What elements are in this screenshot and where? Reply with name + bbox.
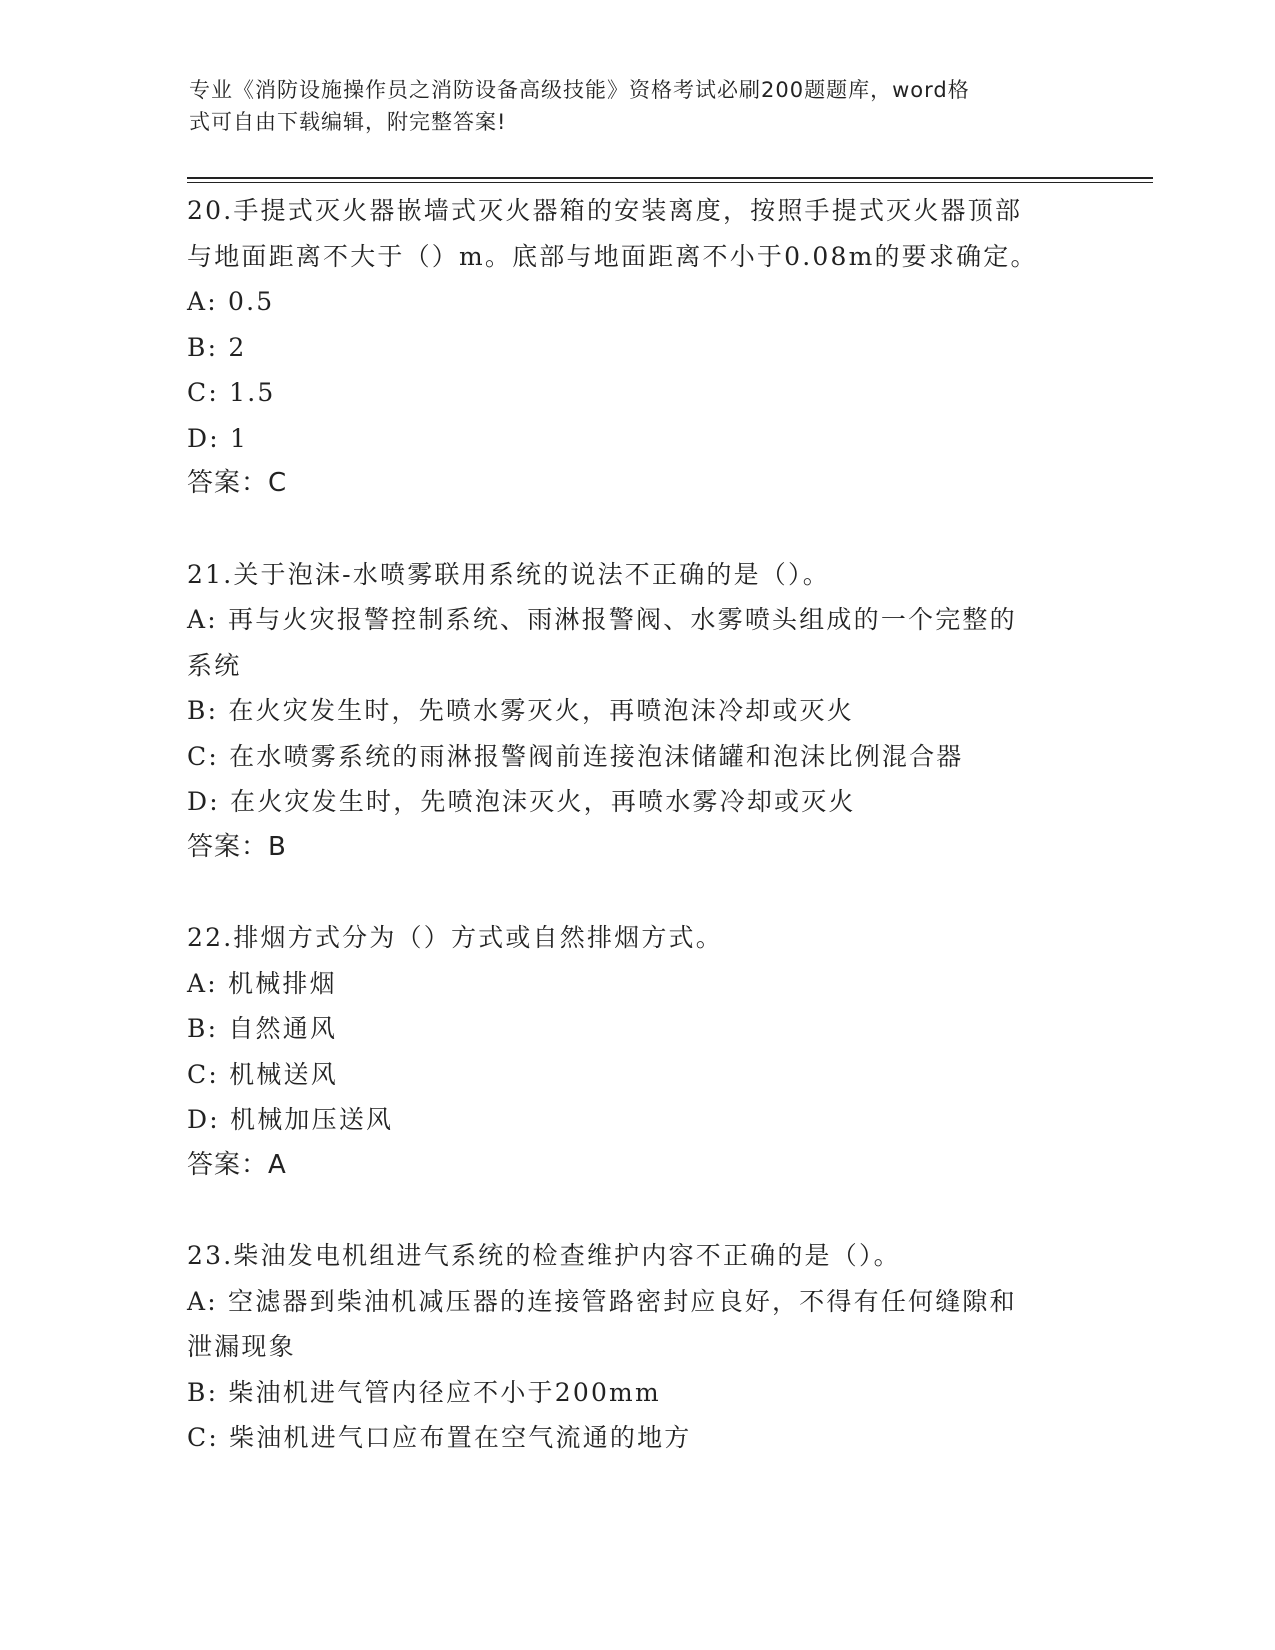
option-a: A: 机械排烟 <box>187 968 337 998</box>
option-b: B: 自然通风 <box>187 1014 338 1043</box>
header-line-2: 式可自由下载编辑，附完整答案! <box>189 110 507 134</box>
header-line-1: 专业《消防设施操作员之消防设备高级技能》资格考试必刷200题题库，word格 <box>189 78 970 102</box>
option-d: D: 1 <box>187 423 249 453</box>
question-stem: 与地面距离不大于（）m。底部与地面距离不小于0.08m的要求确定。 <box>187 241 1038 271</box>
question-stem: 20.手提式灭火器嵌墙式灭火器箱的安装离度，按照手提式灭火器顶部 <box>187 196 1023 225</box>
option-c: C: 1.5 <box>187 378 276 407</box>
option-b: B: 柴油机进气管内径应不小于200mm <box>187 1377 661 1407</box>
question-list <box>187 188 1087 1461</box>
question-block <box>187 552 1087 871</box>
option-b: B: 2 <box>187 332 247 362</box>
answer: 答案：B <box>187 831 287 862</box>
question-block <box>187 1233 1087 1461</box>
header-divider-thin <box>187 182 1153 183</box>
option-c: C: 在水喷雾系统的雨淋报警阀前连接泡沫储罐和泡沫比例混合器 <box>187 741 964 771</box>
question-stem: 23.柴油发电机组进气系统的检查维护内容不正确的是（）。 <box>187 1241 901 1270</box>
answer: 答案：A <box>187 1149 287 1180</box>
option-a: A: 0.5 <box>187 287 275 316</box>
option-a: A: 空滤器到柴油机减压器的连接管路密封应良好，不得有任何缝隙和 <box>187 1286 1017 1316</box>
option-a-continued: 泄漏现象 <box>187 1332 296 1361</box>
option-c: C: 机械送风 <box>187 1059 338 1089</box>
question-stem: 22.排烟方式分为（）方式或自然排烟方式。 <box>187 923 723 952</box>
option-d: D: 在火灾发生时，先喷泡沫灭火，再喷水雾冷却或灭火 <box>187 787 856 816</box>
question-block <box>187 188 1087 507</box>
question-block <box>187 915 1087 1188</box>
option-a: A: 再与火灾报警控制系统、雨淋报警阀、水雾喷头组成的一个完整的 <box>187 605 1017 634</box>
option-a-continued: 系统 <box>187 650 242 680</box>
option-c: C: 柴油机进气口应布置在空气流通的地方 <box>187 1423 692 1452</box>
answer: 答案：C <box>187 468 288 498</box>
document-header <box>189 74 1089 138</box>
option-b: B: 在火灾发生时，先喷水雾灭火，再喷泡沫冷却或灭火 <box>187 696 854 725</box>
option-d: D: 机械加压送风 <box>187 1105 394 1134</box>
header-divider-thick <box>187 177 1153 179</box>
question-stem: 21.关于泡沫-水喷雾联用系统的说法不正确的是（）。 <box>187 559 830 589</box>
